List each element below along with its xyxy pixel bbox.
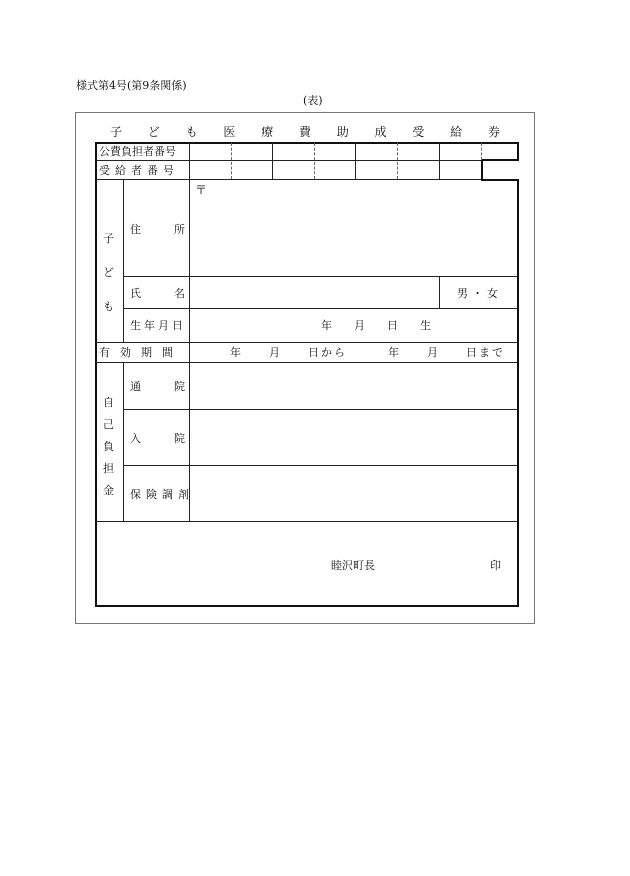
name-label: 氏名 <box>130 287 218 300</box>
table-border-left <box>95 142 97 606</box>
digit-separator <box>355 143 356 179</box>
table-notch-bottom <box>481 179 519 181</box>
copay-section-label: 自己負担金 <box>103 396 114 497</box>
validity-to: 年 月 日まで <box>388 346 505 359</box>
title-char: ど <box>147 125 160 139</box>
row-divider <box>96 521 517 522</box>
validity-from: 年 月 日から <box>230 346 347 359</box>
col-divider <box>189 143 190 179</box>
digit-separator <box>439 143 440 179</box>
recipient-number-label: 受給者番号 <box>99 164 179 177</box>
title-char: 子 <box>110 125 123 139</box>
title-char: 医 <box>223 125 236 139</box>
outpatient-label: 通院 <box>130 380 218 393</box>
table-border-top <box>95 142 518 144</box>
digit-separator <box>272 143 273 179</box>
pharmacy-label: 保険調剤 <box>130 488 194 501</box>
title-char: 券 <box>487 125 500 139</box>
issuer-name: 睦沢町長 <box>331 559 375 572</box>
col-divider <box>189 343 190 362</box>
title-char: 療 <box>261 125 274 139</box>
table-border-bottom <box>95 605 518 607</box>
title-char: も <box>185 125 198 139</box>
inpatient-label: 入院 <box>130 432 218 445</box>
child-section-label: 子ども <box>103 232 114 313</box>
form-number-label: 様式第4号(第9条関係) <box>76 79 187 92</box>
side-label: (表) <box>303 94 323 107</box>
col-divider <box>189 180 190 342</box>
form-outer-border <box>75 112 535 624</box>
title-char: 給 <box>450 125 463 139</box>
row-divider <box>123 308 517 309</box>
col-divider <box>439 276 440 308</box>
postal-mark: 〒 <box>195 183 208 197</box>
table-notch-top <box>481 159 519 161</box>
col-divider <box>123 180 124 342</box>
label-text: 公費負担者番号 <box>99 145 176 158</box>
col-divider <box>123 363 124 521</box>
address-label: 住所 <box>130 223 218 236</box>
birthdate-format: 年月日生 <box>321 319 453 332</box>
title-char: 費 <box>298 125 311 139</box>
row-divider <box>96 160 481 161</box>
title-char: 成 <box>374 125 387 139</box>
digit-separator <box>397 143 398 179</box>
seal-mark: 印 <box>490 559 501 572</box>
table-border-right <box>517 179 519 607</box>
row-divider <box>123 276 517 277</box>
row-divider <box>96 362 517 363</box>
birthdate-label: 生年月日 <box>130 319 186 332</box>
title-char: 助 <box>336 125 349 139</box>
public-payer-number-label <box>99 146 185 157</box>
row-divider <box>96 179 481 180</box>
row-divider <box>123 465 517 466</box>
digit-separator <box>231 143 232 179</box>
validity-label: 有効期間 <box>99 346 183 359</box>
digit-separator <box>314 143 315 179</box>
row-divider <box>96 342 517 343</box>
gender-option: 男・女 <box>457 287 502 300</box>
row-divider <box>123 409 517 410</box>
title-char: 受 <box>412 125 425 139</box>
digit-separator <box>481 143 482 160</box>
form-title <box>110 123 500 140</box>
table-border-right-top <box>517 142 519 160</box>
table-notch-side <box>481 160 483 180</box>
